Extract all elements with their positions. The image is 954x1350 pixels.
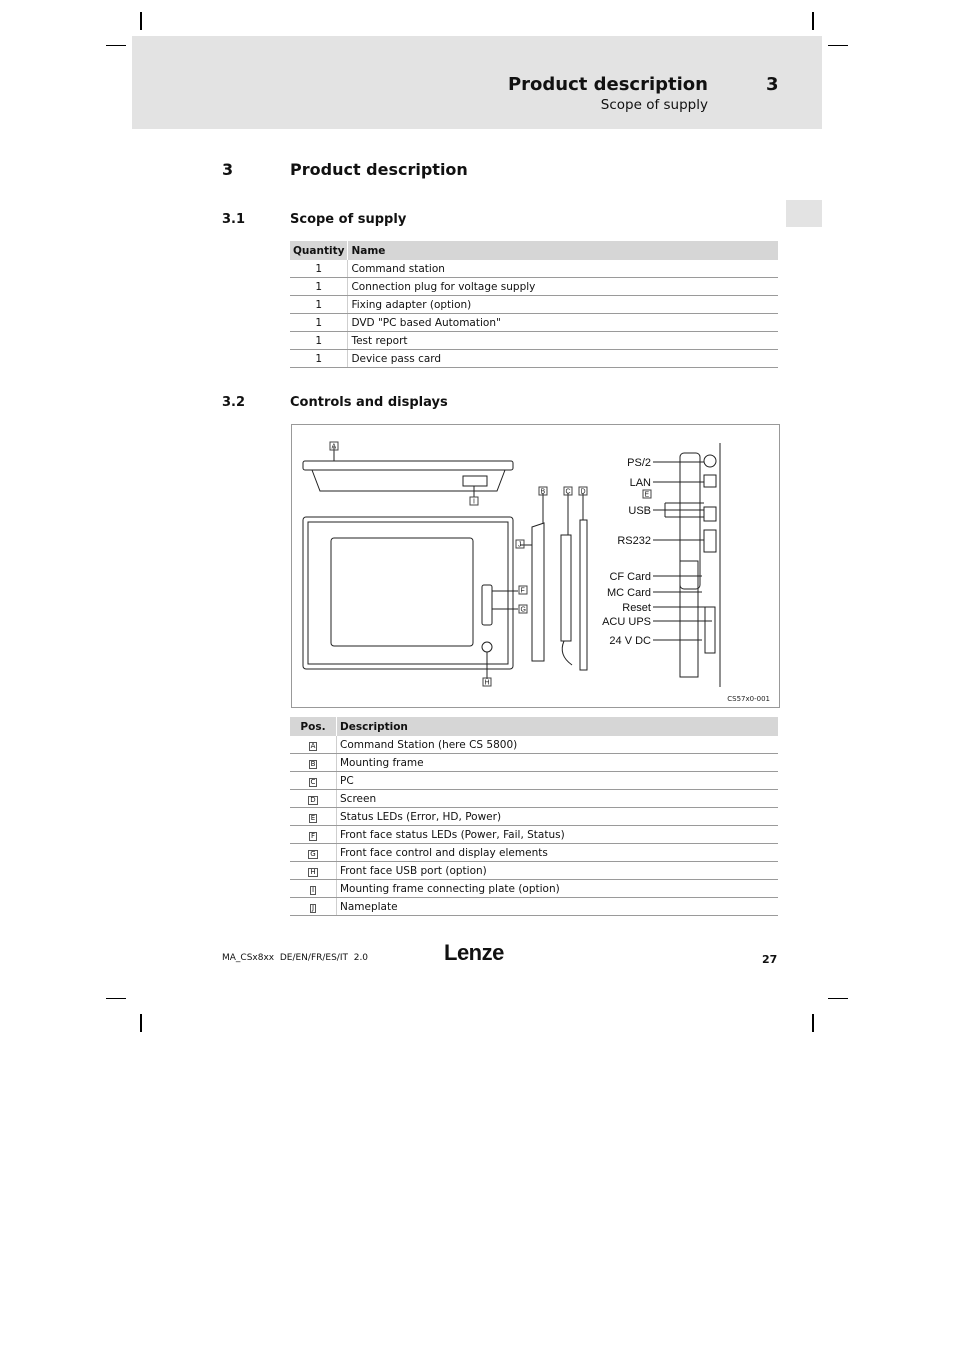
subsection-number: 3.1 <box>222 212 246 227</box>
name-cell: Device pass card <box>348 350 778 368</box>
port-label: CF Card <box>609 571 651 583</box>
position-table <box>290 717 778 916</box>
table-row <box>290 862 778 880</box>
vent-strip <box>680 453 700 589</box>
position-marker: I <box>311 885 315 894</box>
column-header: Description <box>337 717 779 736</box>
callout-label: D <box>580 488 586 496</box>
top-view-body <box>312 470 505 491</box>
position-marker: G <box>310 849 316 858</box>
table-row <box>290 350 778 368</box>
front-control-panel <box>482 585 492 625</box>
screen-area <box>331 538 473 646</box>
pc-side <box>561 535 571 641</box>
port-label: PS/2 <box>627 457 651 469</box>
position-marker: C <box>310 777 316 786</box>
rs232-port <box>704 530 716 552</box>
crop-mark <box>828 998 848 999</box>
quantity-cell: 1 <box>290 278 348 296</box>
power-connector <box>705 607 715 653</box>
callout-label: A <box>331 443 337 451</box>
section-number: 3 <box>222 160 234 179</box>
quantity-cell: 1 <box>290 296 348 314</box>
table-row <box>290 898 778 916</box>
description-cell: Front face control and display elements <box>337 844 779 862</box>
crop-mark <box>812 1014 814 1032</box>
header-subtitle: Scope of supply <box>600 97 708 113</box>
lenze-logo: Lenze <box>444 940 504 965</box>
table-row <box>290 278 778 296</box>
callout-label: B <box>540 488 546 496</box>
description-cell: Screen <box>337 790 779 808</box>
position-marker: D <box>310 795 316 804</box>
subsection-number: 3.2 <box>222 395 246 410</box>
table-row <box>290 314 778 332</box>
usb-ports <box>704 507 716 521</box>
table-row <box>290 772 778 790</box>
description-cell: Nameplate <box>337 898 779 916</box>
crop-mark <box>140 1014 142 1032</box>
table-row <box>290 808 778 826</box>
subsection-title: Controls and displays <box>290 395 448 410</box>
screen-side <box>580 520 587 670</box>
top-view-bezel <box>303 461 513 470</box>
crop-mark <box>140 12 142 30</box>
table-row <box>290 880 778 898</box>
name-cell: Fixing adapter (option) <box>348 296 778 314</box>
callout-label: C <box>565 488 571 496</box>
callout-label: I <box>473 498 475 506</box>
table-row <box>290 260 778 278</box>
table-row <box>290 826 778 844</box>
crop-mark <box>812 12 814 30</box>
port-label: ACU UPS <box>602 616 651 628</box>
callout-label: J <box>518 541 522 549</box>
name-cell: Connection plug for voltage supply <box>348 278 778 296</box>
position-marker: H <box>310 867 316 876</box>
device-drawing <box>292 425 779 707</box>
port-label: LAN <box>629 477 651 489</box>
description-cell: Status LEDs (Error, HD, Power) <box>337 808 779 826</box>
header-title: Product description <box>507 74 708 95</box>
description-cell: Mounting frame <box>337 754 779 772</box>
device-diagram <box>291 424 780 708</box>
chapter-tab <box>786 200 822 227</box>
callout-label: F <box>520 587 525 595</box>
callout-label: G <box>520 606 526 614</box>
table-row <box>290 736 778 754</box>
section-title: Product description <box>290 160 468 179</box>
description-cell: Front face USB port (option) <box>337 862 779 880</box>
card-slot-area <box>680 561 698 677</box>
description-cell: Mounting frame connecting plate (option) <box>337 880 779 898</box>
callout-label: E <box>644 491 650 499</box>
page-number: 27 <box>762 953 778 966</box>
ps2-port <box>704 455 716 467</box>
table-row <box>290 844 778 862</box>
front-usb-port <box>482 642 492 652</box>
table-row <box>290 790 778 808</box>
description-cell: PC <box>337 772 779 790</box>
callout-label: H <box>484 679 490 687</box>
crop-mark <box>106 998 126 999</box>
scope-of-supply-table <box>290 241 778 368</box>
position-marker: F <box>310 831 316 840</box>
position-marker: A <box>310 741 316 750</box>
table-row <box>290 332 778 350</box>
table-header-row <box>290 717 778 736</box>
mounting-frame-side <box>532 523 544 661</box>
table-row <box>290 754 778 772</box>
position-marker: E <box>310 813 316 822</box>
figure-id: CS57x0-001 <box>727 695 770 703</box>
header-chapter-number: 3 <box>766 74 779 95</box>
header-band <box>132 36 822 129</box>
quantity-cell: 1 <box>290 314 348 332</box>
port-label: 24 V DC <box>609 635 651 647</box>
name-cell: DVD "PC based Automation" <box>348 314 778 332</box>
column-header: Pos. <box>290 717 337 736</box>
port-label: RS232 <box>617 535 651 547</box>
position-marker: B <box>310 759 316 768</box>
position-marker: J <box>311 903 315 912</box>
port-label: MC Card <box>606 587 651 599</box>
name-cell: Command station <box>348 260 778 278</box>
connecting-plate <box>463 476 487 486</box>
column-header: Name <box>348 241 778 260</box>
crop-mark <box>828 45 848 46</box>
quantity-cell: 1 <box>290 260 348 278</box>
document-reference: MA_CSx8xx DE/EN/FR/ES/IT 2.0 <box>222 953 369 963</box>
subsection-title: Scope of supply <box>290 212 407 227</box>
quantity-cell: 1 <box>290 350 348 368</box>
port-label: Reset <box>622 602 651 614</box>
name-cell: Test report <box>348 332 778 350</box>
description-cell: Command Station (here CS 5800) <box>337 736 779 754</box>
port-label: USB <box>628 505 651 517</box>
crop-mark <box>106 45 126 46</box>
description-cell: Front face status LEDs (Power, Fail, Status) <box>337 826 779 844</box>
quantity-cell: 1 <box>290 332 348 350</box>
table-header-row <box>290 241 778 260</box>
column-header: Quantity <box>290 241 348 260</box>
lan-port <box>704 475 716 487</box>
table-row <box>290 296 778 314</box>
